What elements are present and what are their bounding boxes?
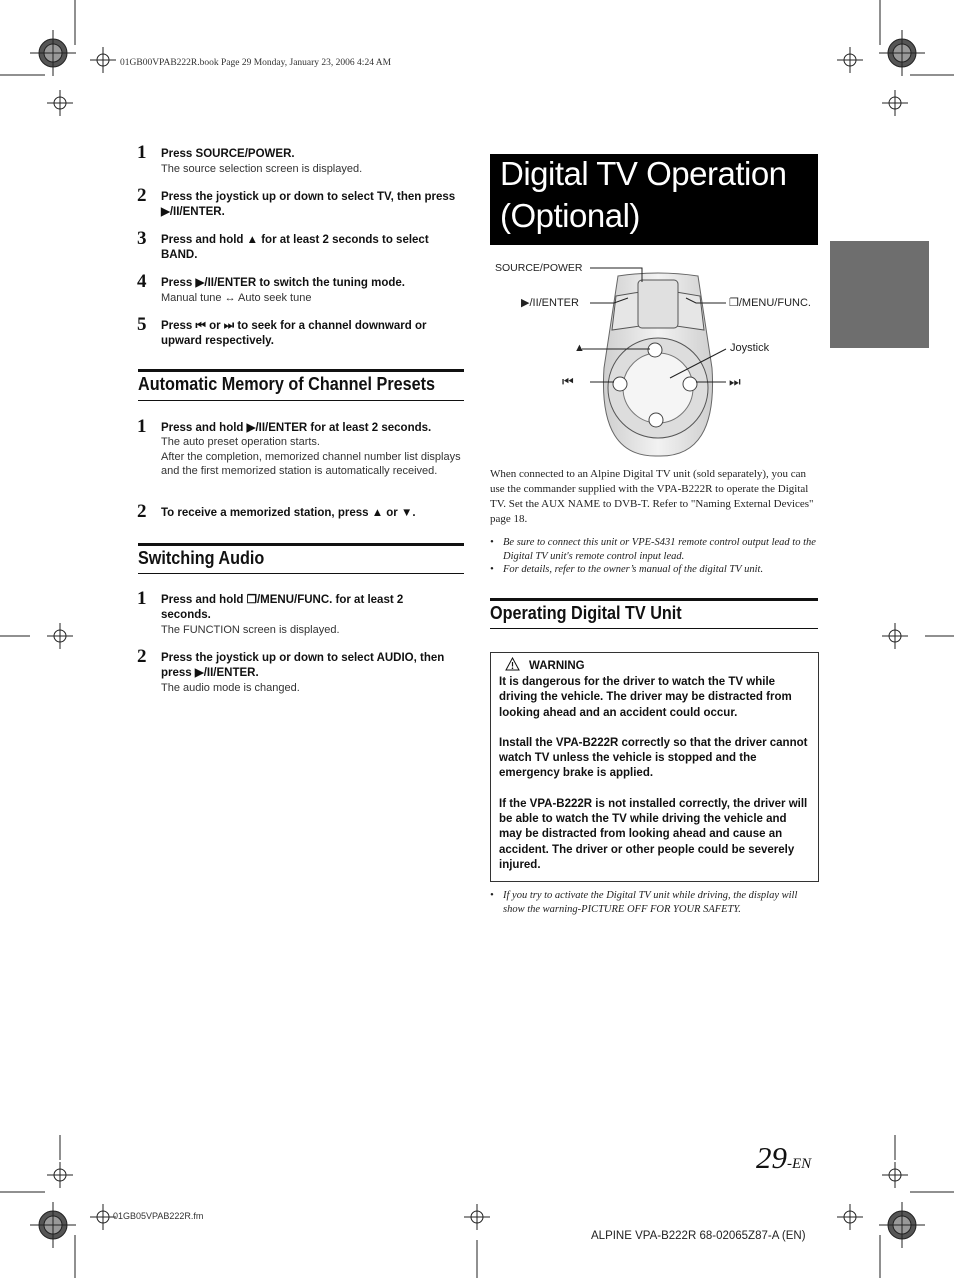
page-number-suffix: -EN	[787, 1156, 812, 1172]
warning-box	[490, 652, 819, 882]
step-text: Press SOURCE/POWER.	[161, 148, 295, 160]
section-title: Operating Digital TV Unit	[490, 603, 682, 623]
side-tab	[830, 241, 929, 348]
step-subtext: The audio mode is changed.	[161, 682, 300, 694]
section-rule-bottom	[490, 628, 818, 629]
remote-diagram	[490, 258, 820, 458]
next-icon: ⏭	[729, 374, 741, 389]
banner-title-line2: (Optional)	[500, 197, 640, 234]
note-text: Be sure to connect this unit or VPE-S431 remote control output lead to the Digital TV unit's remote control input lead.	[503, 537, 816, 562]
section-rule-top	[138, 543, 464, 546]
step-number: 2	[137, 501, 147, 522]
section-rule-bottom	[138, 573, 464, 574]
step-subtext: Manual tune ↔ Auto seek tune	[161, 292, 312, 304]
step-number: 5	[137, 314, 147, 335]
section-title: Switching Audio	[138, 548, 265, 568]
note-bullet: • If you try to activate the Digital TV unit while driving, the display will show the warning-PICTURE OFF FOR YOUR SAFETY.	[490, 889, 818, 916]
step-text: Press the joystick up or down to select TV, then press ▶/II/ENTER.	[161, 191, 456, 218]
step-text: To receive a memorized station, press ▲ or ▼.	[161, 507, 416, 519]
step-subtext: The auto preset operation starts. After the completion, memorized channel number list displays and the first memorized station is automatically received.	[161, 436, 461, 477]
step-subtext: The FUNCTION screen is displayed.	[161, 624, 340, 636]
source-power-label: SOURCE/POWER	[495, 262, 583, 274]
warning-heading: WARNING	[529, 660, 585, 672]
title-banner	[490, 154, 818, 245]
section-rule-bottom	[138, 400, 464, 401]
step-text: Press the joystick up or down to select AUDIO, then press ▶/II/ENTER.	[161, 652, 445, 679]
step-text: Press and hold ▶/II/ENTER for at least 2 seconds.	[161, 422, 432, 434]
warning-paragraph: It is dangerous for the driver to watch the TV while driving the vehicle. The driver may be distracted from looking ahead and an accident could occur.	[499, 676, 792, 719]
step-text: Press ▶/II/ENTER to switch the tuning mode.	[161, 277, 405, 289]
file-note: 01GB05VPAB222R.fm	[113, 1211, 204, 1221]
book-note: 01GB00VPAB222R.book Page 29 Monday, January 23, 2006 4:24 AM	[120, 58, 392, 68]
section-rule-top	[490, 598, 818, 601]
page-number-value: 29	[756, 1140, 787, 1175]
step-text: Press ⏮ or ⏭ to seek for a channel downward or upward respectively.	[161, 320, 427, 347]
step-subtext: The source selection screen is displayed.	[161, 163, 363, 175]
banner-title-line1: Digital TV Operation	[500, 155, 787, 192]
step-number: 2	[137, 185, 147, 206]
step-text: Press and hold ❐/MENU/FUNC. for at least 2 seconds.	[161, 594, 404, 621]
step-number: 2	[137, 646, 147, 667]
step-number: 1	[137, 588, 147, 609]
joystick-label: Joystick	[730, 342, 770, 354]
note-bullet: • For details, refer to the owner’s manual of the digital TV unit.	[490, 563, 818, 577]
warning-icon	[505, 657, 520, 671]
step-text: Press and hold ▲ for at least 2 seconds to select BAND.	[161, 234, 429, 261]
note-bullet: • Be sure to connect this unit or VPE-S431 remote control output lead to the Digital TV unit's remote control input lead.	[490, 536, 818, 563]
prev-icon: ⏮	[562, 374, 574, 389]
page-number	[756, 1140, 811, 1176]
intro-paragraph: When connected to an Alpine Digital TV unit (sold separately), you can use the commander supplied with the VPA-B222R to operate the Digital TV. Set the AUX NAME to DVB-T. Refer to "Naming External Devices" page 18.	[490, 468, 814, 525]
section-title: Automatic Memory of Channel Presets	[138, 374, 436, 394]
step-number: 1	[137, 416, 147, 437]
enter-label: ▶/II/ENTER	[521, 297, 579, 309]
menu-func-label: ❐/MENU/FUNC.	[729, 297, 811, 309]
footer-model: ALPINE VPA-B222R 68-02065Z87-A (EN)	[591, 1230, 806, 1242]
step-number: 4	[137, 271, 147, 292]
note-text: For details, refer to the owner’s manual of the digital TV unit.	[503, 564, 764, 575]
up-arrow-label: ▲	[574, 342, 585, 354]
warning-paragraph: Install the VPA-B222R correctly so that the driver cannot watch TV unless the vehicle is stopped and the emergency brake is applied.	[499, 736, 808, 780]
section-rule-top	[138, 369, 464, 372]
step-number: 1	[137, 142, 147, 163]
warning-paragraph: If the VPA-B222R is not installed correctly, the driver will be able to watch the TV while driving the vehicle and may be distracted from looking ahead and cause an accident. The driver or other people could be severely injured.	[499, 797, 808, 871]
step-number: 3	[137, 228, 147, 249]
note-text: If you try to activate the Digital TV unit while driving, the display will show the warning-PICTURE OFF FOR YOUR SAFETY.	[503, 890, 798, 915]
